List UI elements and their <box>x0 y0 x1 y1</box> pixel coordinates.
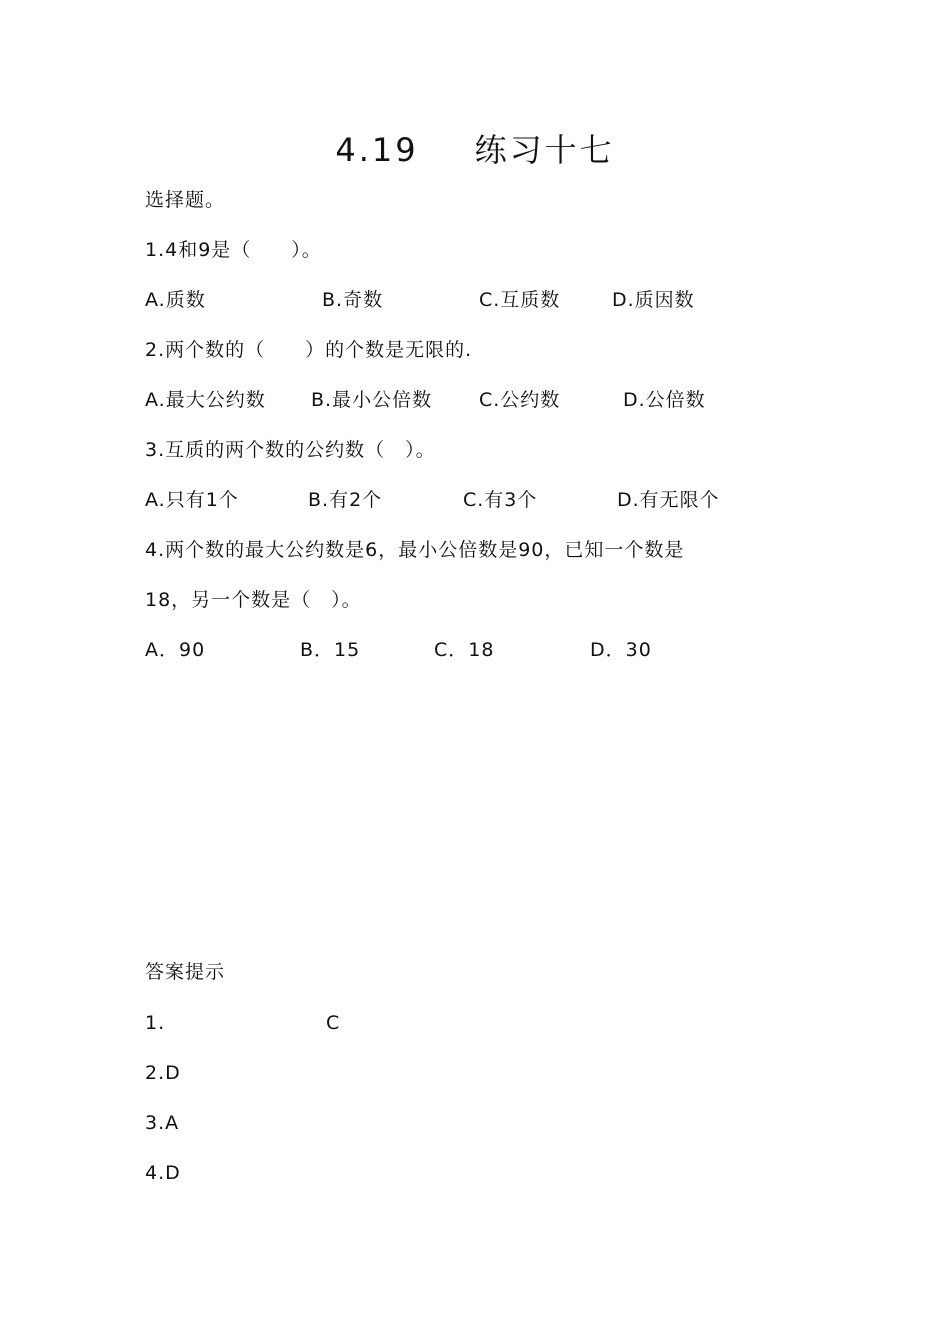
title-number: 4.19 <box>335 131 419 169</box>
question-3-stem: 3.互质的两个数的公约数（ ）。 <box>145 439 436 461</box>
title-text: 练习十七 <box>474 131 615 169</box>
answer-value: A <box>165 1112 180 1134</box>
answer-2 <box>145 1060 181 1086</box>
option-b: B．15 <box>300 639 361 661</box>
option-c: C．18 <box>434 639 495 661</box>
question-3-options <box>145 487 845 513</box>
answer-number: 3. <box>145 1112 166 1134</box>
option-d: D.公倍数 <box>623 389 706 411</box>
answer-number: 2. <box>145 1062 166 1084</box>
option-b: B.最小公倍数 <box>311 389 433 411</box>
answer-value: D <box>165 1162 181 1184</box>
question-1-stem: 1.4和9是（ ）。 <box>145 239 322 261</box>
option-a: A.质数 <box>145 289 206 311</box>
answer-number: 1. <box>145 1012 166 1034</box>
answer-1 <box>145 1010 545 1036</box>
option-d: D.有无限个 <box>617 489 720 511</box>
option-b: B.有2个 <box>308 489 383 511</box>
answer-value: C <box>326 1012 341 1034</box>
option-a: A．90 <box>145 639 206 661</box>
option-b: B.奇数 <box>322 289 384 311</box>
question-1-options <box>145 287 845 313</box>
option-c: C.有3个 <box>463 489 538 511</box>
answer-number: 4. <box>145 1162 166 1184</box>
question-2-options <box>145 387 845 413</box>
question-4-stem-continued: 18，另一个数是（ ）。 <box>145 589 362 611</box>
page-title <box>0 128 950 172</box>
option-c: C.互质数 <box>479 289 561 311</box>
answer-4 <box>145 1160 181 1186</box>
option-d: D．30 <box>590 639 652 661</box>
option-d: D.质因数 <box>612 289 695 311</box>
option-a: A.只有1个 <box>145 489 239 511</box>
option-c: C.公约数 <box>479 389 561 411</box>
question-4-stem: 4.两个数的最大公约数是6，最小公倍数是90，已知一个数是 <box>145 539 685 561</box>
question-2-stem: 2.两个数的（ ）的个数是无限的. <box>145 339 473 361</box>
section-heading: 选择题。 <box>145 189 226 211</box>
option-a: A.最大公约数 <box>145 389 266 411</box>
answer-value: D <box>165 1062 181 1084</box>
answers-heading: 答案提示 <box>145 961 226 983</box>
answer-3 <box>145 1110 179 1136</box>
question-4-options <box>145 637 845 663</box>
